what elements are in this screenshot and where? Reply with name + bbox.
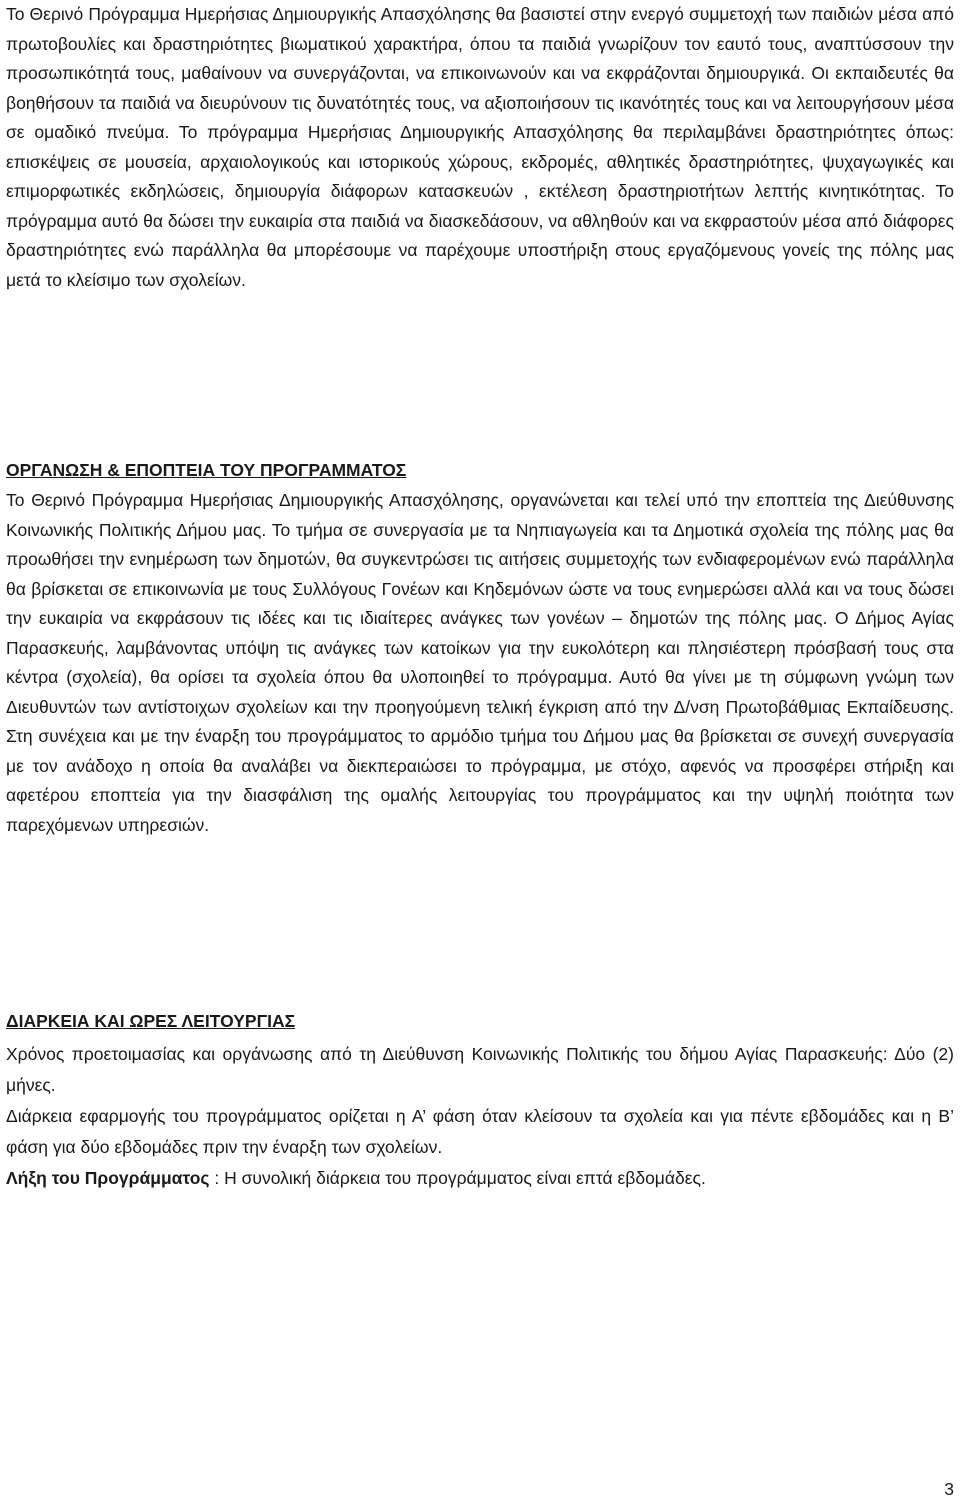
preparation-paragraph: Χρόνος προετοιμασίας και οργάνωσης από τη Διεύθυνση Κοινωνικής Πολιτικής του δήμου Αγίας Παρασκευής: Δύο (2) μήνες. <box>6 1044 954 1095</box>
page-number: 3 <box>944 1479 954 1499</box>
end-label: Λήξη του Προγράμματος <box>6 1168 210 1188</box>
duration-section <box>6 1039 954 1194</box>
organization-paragraph: Το Θερινό Πρόγραμμα Ημερήσιας Δημιουργικής Απασχόλησης, οργανώνεται και τελεί υπό την εποπτεία της Διεύθυνσης Κοινωνικής Πολιτικής Δήμου μας. Το τμήμα σε συνεργασία με τα Νηπιαγωγεία και τα Δημοτικά σχολεία της πόλης μας θα προωθήσει την ενημέρωση των δημοτών, θα συγκεντρώσει τις αιτήσεις συμμετοχής των ενδιαφερομένων ενώ παράλληλα θα βρίσκεται σε επικοινωνία με τους Συλλόγους Γονέων και Κηδεμόνων ώστε να τους ενημερώσει αλλά και να τους δώσει την ευκαιρία να εκφράσουν τις ιδέες και τις ιδιαίτερες ανάγκες των γονέων – δημοτών της πόλης μας. Ο Δήμος Αγίας Παρασκευής, λαμβάνοντας υπόψη τις ανάγκες των κατοίκων για την ευκολότερη και πλησιέστερη πρόσβασή τους στα κέντρα (σχολεία), θα ορίσει τα σχολεία όπου θα υλοποιηθεί το πρόγραμμα. Αυτό θα γίνει με τη σύμφωνη γνώμη των Διευθυντών των αντίστοιχων σχολείων και την προηγούμενη τελική έγκριση από την Δ/νση Πρωτοβάθμιας Εκπαίδευσης. Στη συνέχεια και με την έναρξη του προγράμματος το αρμόδιο τμήμα του Δήμου μας θα βρίσκεται σε συνεχή συνεργασία με τον ανάδοχο η οποία θα αναλάβει να διεκπεραιώσει το πρόγραμμα, με στόχο, αφενός να προσφέρει στήριξη και αφετέρου εποπτεία για την διασφάλιση της ομαλής λειτουργίας του προγράμματος και την υψηλή ποιότητα των παρεχόμενων υπηρεσιών. <box>6 490 954 835</box>
organization-section <box>6 486 954 840</box>
application-paragraph: Διάρκεια εφαρμογής του προγράμματος ορίζεται η Α’ φάση όταν κλείσουν τα σχολεία και για πέντε εβδομάδες και η Β’ φάση για δύο εβδομάδες πριν την έναρξη των σχολείων. <box>6 1106 954 1157</box>
end-text: : Η συνολική διάρκεια του προγράμματος είναι επτά εβδομάδες. <box>209 1168 706 1188</box>
intro-paragraph: Το Θερινό Πρόγραμμα Ημερήσιας Δημιουργικής Απασχόλησης θα βασιστεί στην ενεργό συμμετοχή των παιδιών μέσα από πρωτοβουλίες και δραστηριότητες βιωματικού χαρακτήρα, όπου τα παιδιά γνωρίζουν τον εαυτό τους, αναπτύσσουν την προσωπικότητά τους, μαθαίνουν να συνεργάζονται, να επικοινωνούν και να εκφράζονται δημιουργικά. Οι εκπαιδευτές θα βοηθήσουν τα παιδιά να διευρύνουν τις δυνατότητές τους, να αξιοποιήσουν τις ικανότητές τους και να λειτουργήσουν μέσα σε ομαδικό πνεύμα. Το πρόγραμμα Ημερήσιας Δημιουργικής Απασχόλησης θα περιλαμβάνει δραστηριότητες όπως: επισκέψεις σε μουσεία, αρχαιολογικούς και ιστορικούς χώρους, εκδρομές, αθλητικές δραστηριότητες, ψυχαγωγικές και επιμορφωτικές εκδηλώσεις, δημιουργία διάφορων κατασκευών , εκτέλεση δραστηριοτήτων λεπτής κινητικότητας. Το πρόγραμμα αυτό θα δώσει την ευκαιρία στα παιδιά να διασκεδάσουν, να αθληθούν και να εκφραστούν μέσα από διάφορες δραστηριότητες ενώ παράλληλα θα μπορέσουμε να παρέχουμε υποστήριξη στους εργαζόμενους γονείς της πόλης μας μετά το κλείσιμο των σχολείων. <box>6 4 954 290</box>
organization-heading: ΟΡΓΑΝΩΣΗ & ΕΠΟΠΤΕΙΑ ΤΟΥ ΠΡΟΓΡΑΜΜΑΤΟΣ <box>6 460 407 480</box>
intro-section <box>6 0 954 295</box>
end-paragraph <box>6 1163 954 1194</box>
duration-heading: ΔΙΑΡΚΕΙΑ ΚΑΙ ΩΡΕΣ ΛΕΙΤΟΥΡΓΙΑΣ <box>6 1011 296 1031</box>
